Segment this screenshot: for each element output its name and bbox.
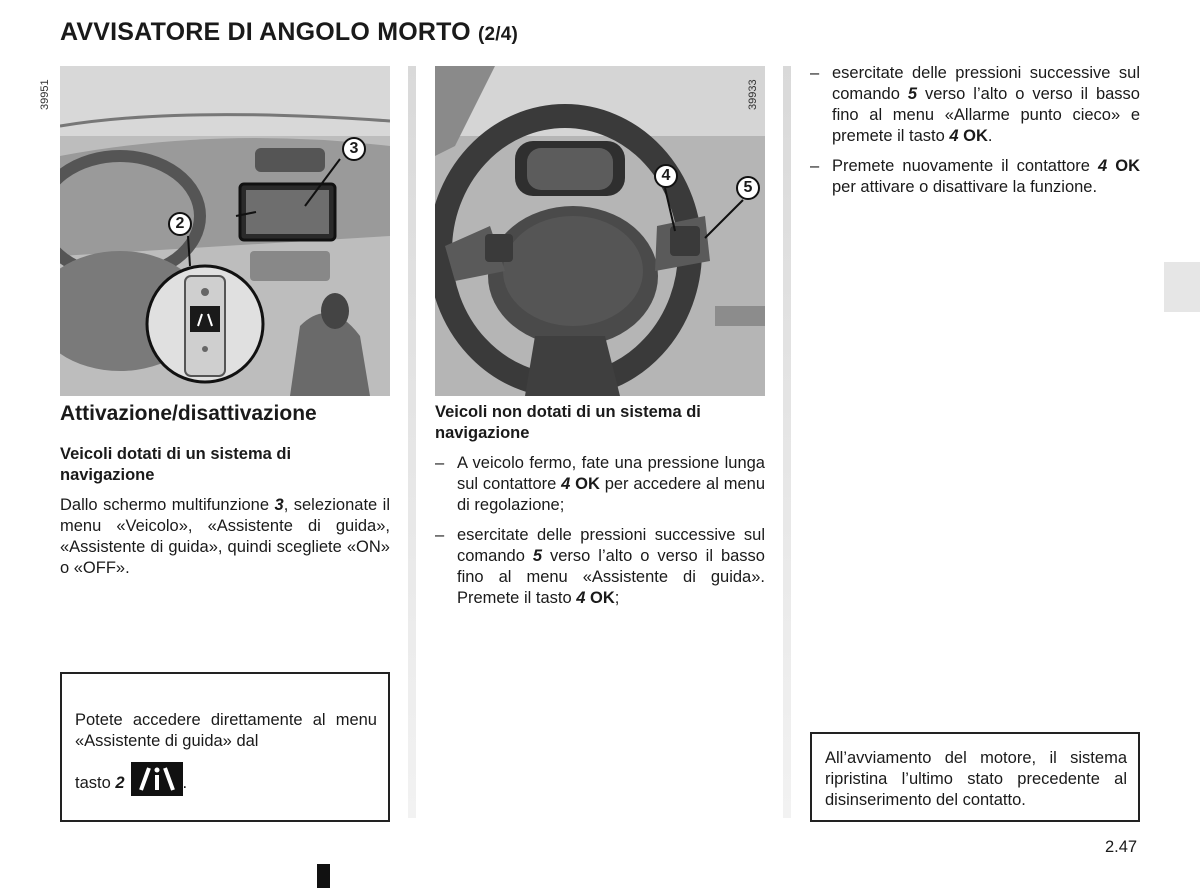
figure-code: 39933: [747, 79, 759, 110]
column-separator: [783, 66, 791, 818]
blind-spot-key-icon: [131, 762, 183, 796]
text-run: verso l’alto o verso il basso fino al menu «Assistente di guida». Premete il tasto: [457, 547, 765, 607]
chapter-tab: [1164, 262, 1200, 312]
note-text-tasto: [75, 762, 377, 796]
page-title-part: (2/4): [477, 24, 519, 45]
crop-mark: [317, 864, 330, 888]
column-separator: [408, 66, 416, 818]
callout-4: 4: [654, 164, 678, 188]
dashboard-figure: [60, 66, 390, 396]
bullet-dash: –: [810, 64, 820, 82]
text-run: 3: [274, 496, 284, 514]
list-item: [435, 525, 765, 609]
text-run: , selezionate il menu «Veicolo», «Assistente di guida», «Assistente di guida», quindi scegliete «ON» o «OFF».: [60, 496, 391, 577]
text-run: 5: [907, 85, 918, 103]
bullet-dash: –: [435, 454, 445, 472]
bullet-list: [435, 453, 765, 618]
figure-code: 39951: [39, 79, 51, 110]
tasto-number: 2: [115, 774, 125, 792]
text-run: A veicolo fermo, fate una pressione lunga sul contattore: [457, 454, 765, 493]
page-title: [60, 18, 518, 47]
text-run: 5: [532, 547, 543, 565]
text-run: Premete nuovamente il contattore: [832, 157, 1099, 175]
note-text: Potete accedere direttamente al menu «Assistente di guida» dal: [75, 711, 377, 750]
text-run: OK: [585, 589, 615, 607]
text-run: OK: [1107, 157, 1140, 175]
list-item-text: [832, 63, 1140, 147]
page-title-text: AVVISATORE DI ANGOLO MORTO: [60, 18, 471, 46]
bullet-dash: –: [810, 157, 820, 175]
callout-5: 5: [736, 176, 760, 200]
note-text: All’avviamento del motore, il sistema ripristina l’ultimo stato precedente al disinserimento del contatto.: [825, 749, 1127, 809]
text-run: esercitate delle pressioni successive sul comando: [457, 526, 765, 565]
bullet-dash: –: [435, 526, 445, 544]
text-run: OK: [570, 475, 600, 493]
text-run: OK: [958, 127, 988, 145]
page-number: 2.47: [1105, 838, 1138, 856]
text-run: verso l’alto o verso il basso fino al menu «Allarme punto cieco» e premete il tasto: [832, 85, 1140, 145]
blind-spot-key-glyph: [131, 762, 183, 796]
text-run: per attivare o disattivare la funzione.: [832, 178, 1098, 196]
info-note-box: [810, 732, 1140, 822]
list-item-text: [832, 156, 1140, 198]
info-note-box: [60, 672, 390, 822]
steering-wheel-illustration: [435, 66, 765, 396]
subsection-heading: Veicoli dotati di un sistema di navigazione: [60, 445, 292, 484]
text-run: Dallo schermo multifunzione: [60, 496, 275, 514]
note-end: .: [182, 774, 188, 792]
text-run: .: [987, 127, 993, 145]
text-run: 4: [949, 127, 959, 145]
list-item-text: [457, 453, 765, 516]
list-item: [810, 156, 1140, 198]
list-item-text: [457, 525, 765, 609]
tasto-label: tasto: [75, 774, 116, 792]
text-run: esercitate delle pressioni successive sul comando: [832, 64, 1140, 103]
steering-wheel-figure: [435, 66, 765, 396]
text-run: ;: [614, 589, 620, 607]
bullet-list: [810, 63, 1140, 207]
callout-3: 3: [342, 137, 366, 161]
text-run: 4: [576, 589, 586, 607]
text-run: 4: [1098, 157, 1108, 175]
callout-2: 2: [168, 212, 192, 236]
list-item: [435, 453, 765, 516]
paragraph: [60, 495, 390, 579]
dashboard-illustration: [60, 66, 390, 396]
subsection-heading: Veicoli non dotati di un sistema di navigazione: [435, 403, 701, 442]
text-run: 4: [561, 475, 571, 493]
text-run: per accedere al menu di regolazione;: [457, 475, 765, 514]
list-item: [810, 63, 1140, 147]
section-heading: Attivazione/disattivazione: [60, 402, 317, 425]
